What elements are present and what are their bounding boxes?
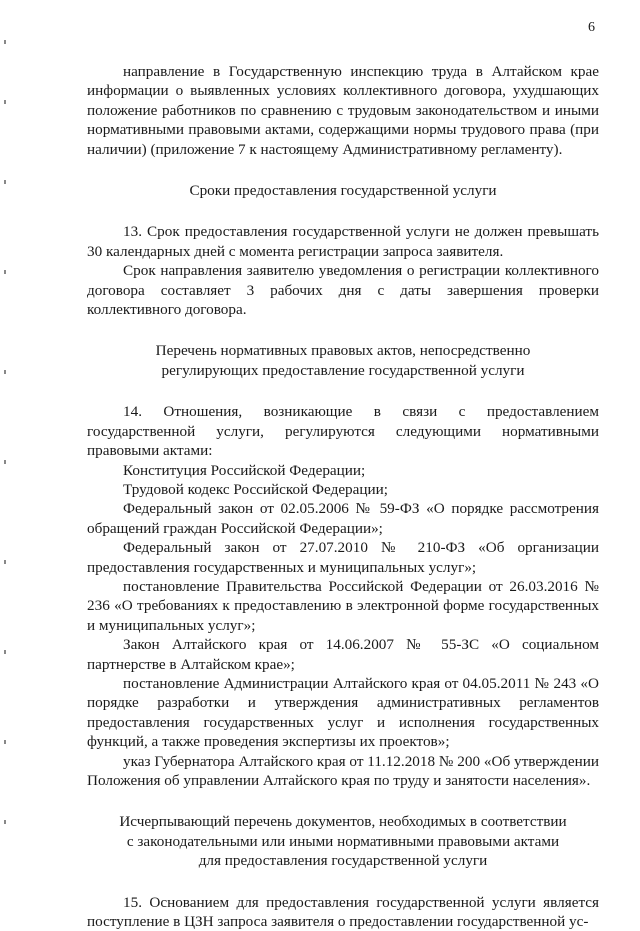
paragraph-15: 15. Основанием для предоставления государственной услуги является поступление в ЦЗН запроса заявителя о предоставлении государственной ус- xyxy=(87,893,599,931)
heading-acts-line: регулирующих предоставление государственной услуги xyxy=(161,361,525,379)
document-body xyxy=(87,62,599,931)
act-item: Трудовой кодекс Российской Федерации; xyxy=(123,480,388,498)
paragraph-14: 14. Отношения, возникающие в связи с предоставлением государственной услуги, регулируются следующими нормативными правовыми актами: xyxy=(87,403,599,460)
act-item: Федеральный закон от 02.05.2006 № 59-ФЗ «О порядке рассмотрения обращений граждан Российской Федерации»; xyxy=(87,500,599,537)
page-number: 6 xyxy=(588,20,595,35)
act-item: Конституция Российской Федерации; xyxy=(123,461,366,479)
heading-docs-line: с законодательными или иными нормативными правовыми актами xyxy=(126,832,560,850)
scan-margin-marks xyxy=(4,40,7,880)
heading-acts-line: Перечень нормативных правовых актов, непосредственно xyxy=(155,342,531,360)
act-item: Федеральный закон от 27.07.2010 № 210-ФЗ «Об организации предоставления государственных и муниципальных услуг»; xyxy=(87,539,599,576)
paragraph-13: 13. Срок предоставления государственной услуги не должен превышать 30 календарных дней с момента регистрации запроса заявителя. xyxy=(87,223,599,260)
act-item: указ Губернатора Алтайского края от 11.12.2018 № 200 «Об утверждении Положения об управлении Алтайского края по труду и занятости населения». xyxy=(87,752,599,789)
paragraph-13b: Срок направления заявителю уведомления о регистрации коллективного договора составляет 3 рабочих дня с даты завершения проверки коллективного договора. xyxy=(87,262,599,319)
paragraph-intro: направление в Государственную инспекцию труда в Алтайском крае информации о выявленных условиях коллективного договора, ухудшающих положение работников по сравнению с трудовым законодательством и иными нормативными правовыми актами, содержащими нормы трудового права (при наличии) (приложение 7 к настоящему Административному регламенту). xyxy=(87,63,599,158)
heading-docs-line: для предоставления государственной услуги xyxy=(198,852,488,870)
act-item: постановление Правительства Российской Федерации от 26.03.2016 № 236 «О требованиях к предоставлению в электронной форме государственных и муниципальных услуг»; xyxy=(87,577,599,634)
heading-terms xyxy=(87,181,599,200)
act-item: постановление Администрации Алтайского края от 04.05.2011 № 243 «О порядке разработки и утверждения административных регламентов предоставления государственных услуг и исполнения государственных функций, а также проведения экспертизы их проектов»; xyxy=(87,674,599,751)
heading-acts xyxy=(87,341,599,380)
heading-terms-text: Сроки предоставления государственной услуги xyxy=(189,182,497,200)
act-item: Закон Алтайского края от 14.06.2007 № 55-ЗС «О социальном партнерстве в Алтайском крае»; xyxy=(87,636,599,673)
heading-docs-line: Исчерпывающий перечень документов, необходимых в соответствии xyxy=(119,813,567,831)
heading-docs xyxy=(87,812,599,870)
